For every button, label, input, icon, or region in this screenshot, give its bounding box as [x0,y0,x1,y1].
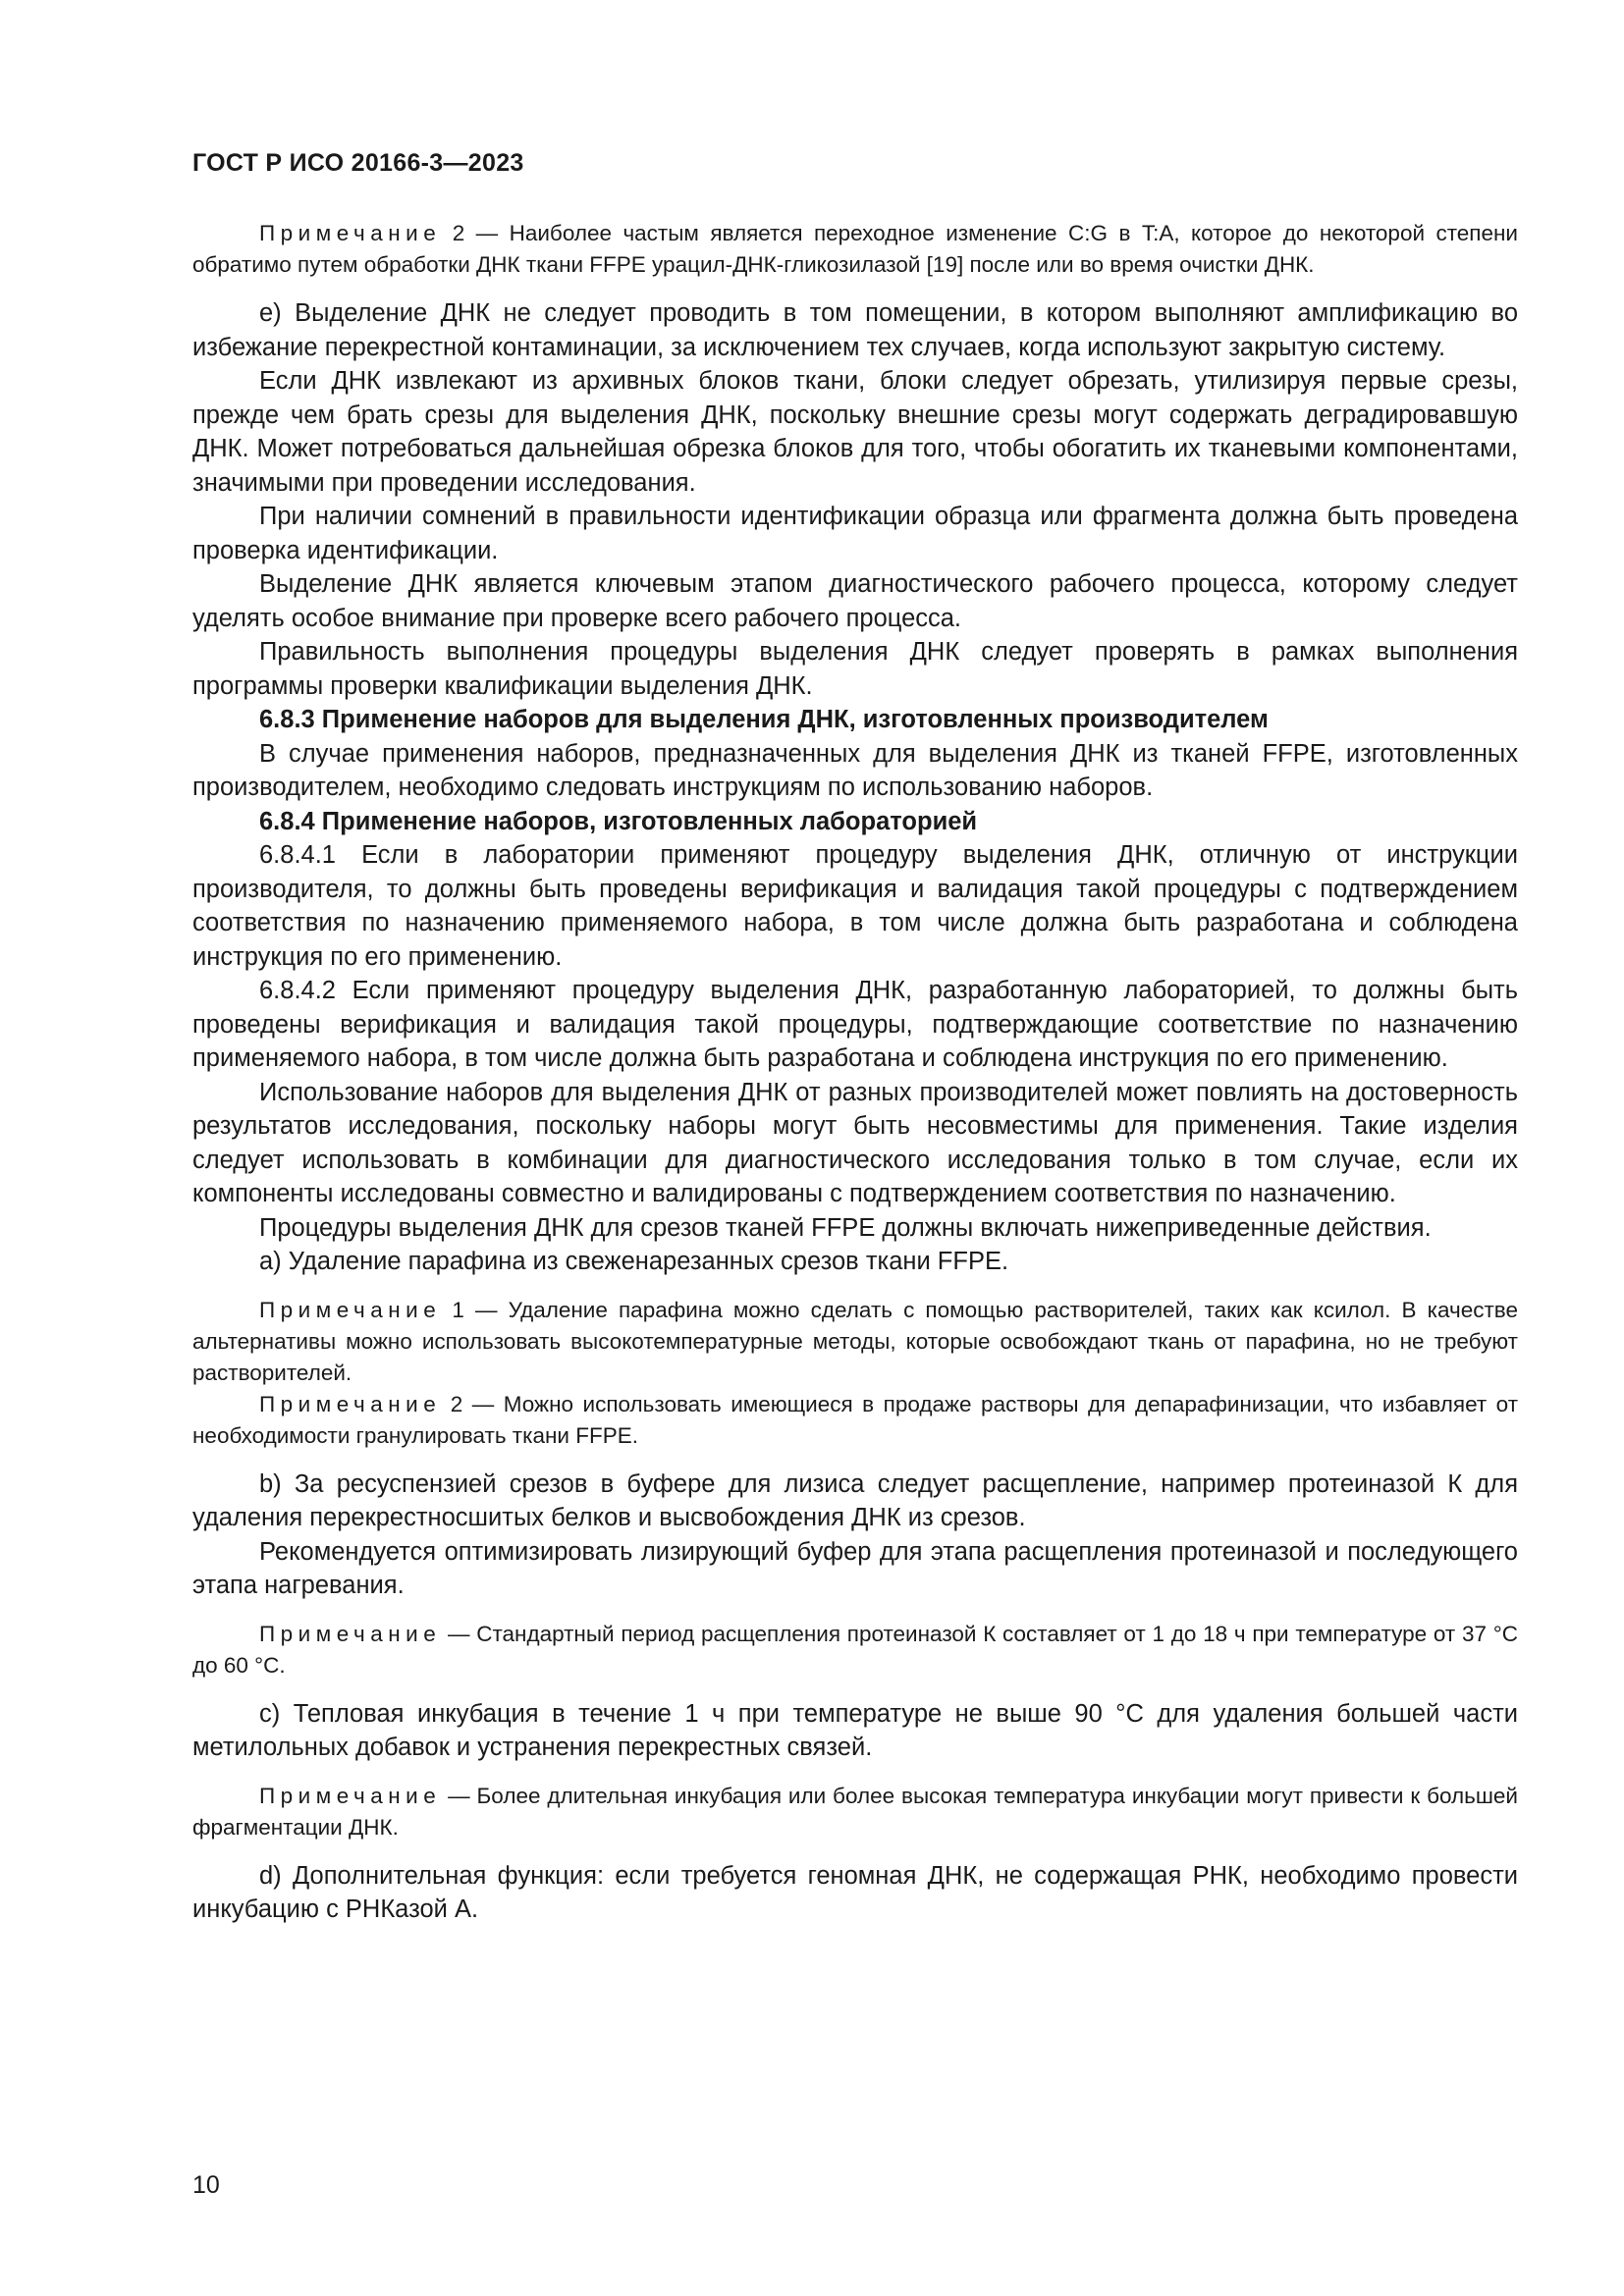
paragraph: Если ДНК извлекают из архивных блоков ткани, блоки следует обрезать, утилизируя первые срезы, прежде чем брать срезы для выделения ДНК, поскольку внешние срезы могут содержать деградировавшую ДНК. Может потребоваться дальнейшая обрезка блоков для того, чтобы обогатить их тканевыми компонентами, значимыми при проведении исследования. [192,367,1518,497]
note-block [192,1295,1518,1389]
note-text: 2 — Наиболее частым является переходное изменение C:G в T:A, которое до некоторой степени обратимо путем обработки ДНК ткани FFPE урацил-ДНК-гликозилазой [19] после или во время очистки ДНК. [192,221,1518,277]
note-text: 2 — Можно использовать имеющиеся в продаже растворы для депарафинизации, что избавляет от необходимости гранулировать ткани FFPE. [192,1391,1518,1448]
paragraph: Процедуры выделения ДНК для срезов тканей FFPE должны включать нижеприведенные действия. [259,1213,1432,1242]
paragraph: Правильность выполнения процедуры выделения ДНК следует проверять в рамках выполнения программы проверки квалификации выделения ДНК. [192,638,1518,700]
note-label: Примечание [259,221,442,245]
note-text: — Более длительная инкубация или более высокая температура инкубации могут привести к большей фрагментации ДНК. [192,1783,1518,1840]
paragraph: В случае применения наборов, предназначенных для выделения ДНК из тканей FFPE, изготовленных производителем, необходимо следовать инструкциям по использованию наборов. [192,739,1518,801]
paragraph: Рекомендуется оптимизировать лизирующий буфер для этапа расщепления протеиназой и последующего этапа нагревания. [192,1537,1518,1599]
note-label: Примечание [259,1783,442,1808]
paragraph: Использование наборов для выделения ДНК от разных производителей может повлиять на достоверность результатов исследования, поскольку наборы могут быть несовместимы для применения. Такие изделия следует использовать в комбинации для диагностического исследования только в том случае, если их компоненты исследованы совместно и валидированы с подтверждением соответствия по назначению. [192,1078,1518,1207]
document-code-header: ГОСТ Р ИСО 20166-3—2023 [192,149,524,177]
document-body [192,218,1518,1927]
note-block [192,218,1518,281]
note-label: Примечание [259,1391,442,1416]
section-heading: 6.8.4 Применение наборов, изготовленных лабораторией [259,807,978,835]
paragraph: 6.8.4.1 Если в лаборатории применяют процедуру выделения ДНК, отличную от инструкции производителя, то должны быть проведены верификация и валидация такой процедуры с подтверждением соответствия по назначению применяемого набора, в том числе должна быть разработана и соблюдена инструкция по его применению. [192,841,1518,971]
paragraph: b) За ресуспензией срезов в буфере для лизиса следует расщепление, например протеиназой К для удаления перекрестносшитых белков и высвобождения ДНК из срезов. [192,1469,1518,1531]
note-block [192,1619,1518,1682]
note-block [192,1781,1518,1843]
section-heading: 6.8.3 Применение наборов для выделения ДНК, изготовленных производителем [259,706,1269,733]
note-text: 1 — Удаление парафина можно сделать с помощью растворителей, таких как ксилол. В качестве альтернативы можно использовать высокотемпературные методы, которые освобождают ткань от парафина, но не требуют растворителей. [192,1297,1518,1385]
paragraph: d) Дополнительная функция: если требуется геномная ДНК, не содержащая РНК, необходимо провести инкубацию с РНКазой А. [192,1861,1518,1923]
note-text: — Стандартный период расщепления протеиназой К составляет от 1 до 18 ч при температуре от 37 °C до 60 °C. [192,1621,1518,1678]
note-label: Примечание [259,1621,442,1646]
note-label: Примечание [259,1297,442,1322]
paragraph: При наличии сомнений в правильности идентификации образца или фрагмента должна быть проведена проверка идентификации. [192,503,1518,564]
paragraph: Выделение ДНК является ключевым этапом диагностического рабочего процесса, которому следует уделять особое внимание при проверке всего рабочего процесса. [192,570,1518,632]
paragraph: 6.8.4.2 Если применяют процедуру выделения ДНК, разработанную лабораторией, то должны быть проведены верификация и валидация такой процедуры, подтверждающие соответствие по назначению применяемого набора, в том числе должна быть разработана и соблюдена инструкция по его применению. [192,977,1518,1072]
page-number: 10 [192,2171,220,2199]
paragraph: e) Выделение ДНК не следует проводить в том помещении, в котором выполняют амплификацию во избежание перекрестной контаминации, за исключением тех случаев, когда используют закрытую систему. [192,299,1518,361]
paragraph: a) Удаление парафина из свеженарезанных срезов ткани FFPE. [259,1248,1009,1275]
note-block [192,1389,1518,1452]
paragraph: c) Тепловая инкубация в течение 1 ч при температуре не выше 90 °C для удаления большей части метилольных добавок и устранения перекрестных связей. [192,1699,1518,1761]
